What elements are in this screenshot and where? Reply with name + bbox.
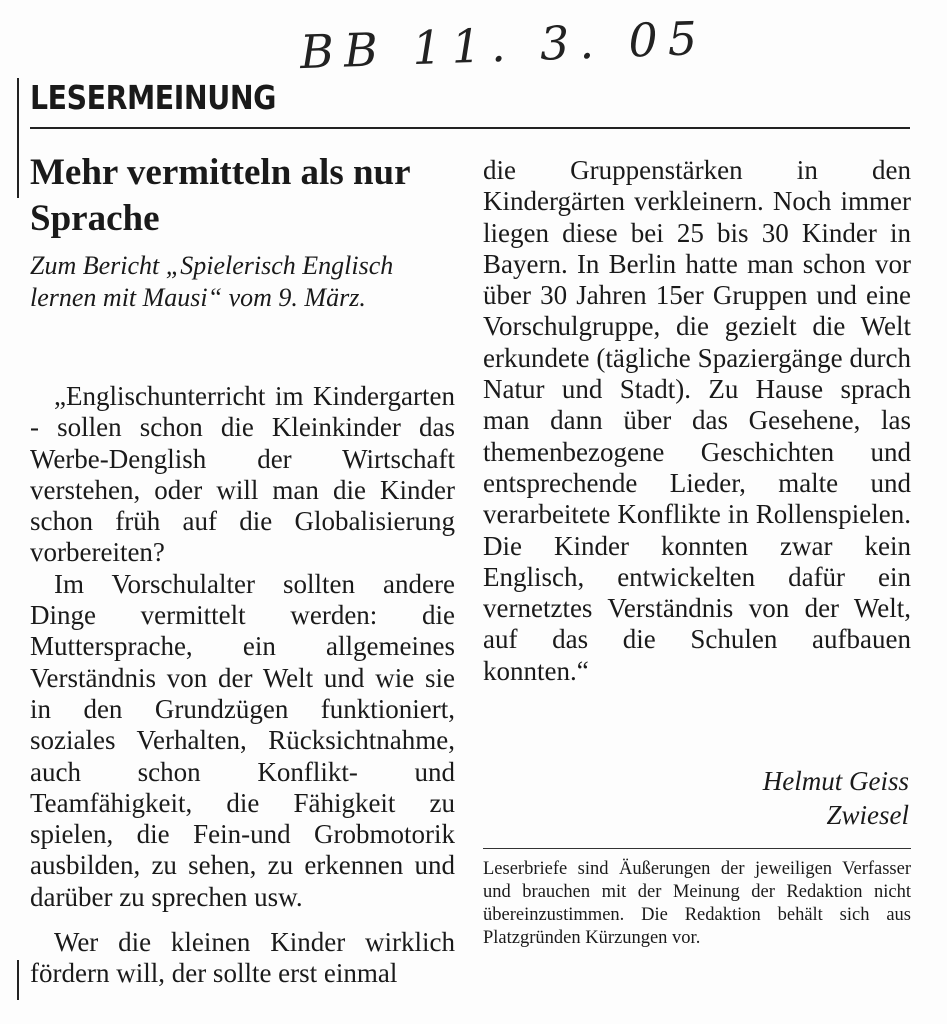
editorial-disclaimer: Leserbriefe sind Äußerungen der jeweiligen Verfasser und brauchen mit der Meinung der Redaktion nicht übereinzustimmen. Die Redaktion behält sich aus Platzgründen Kürzungen vor. (483, 859, 911, 948)
left-margin-rule (17, 78, 19, 198)
article-subhead: Zum Bericht „Spielerisch Englisch lernen mit Mausi“ vom 9. März. (30, 251, 394, 312)
article-column-left (30, 381, 455, 990)
paragraph: Im Vorschulalter sollten andere Dinge vermittelt werden: die Muttersprache, ein allgemeines Verständnis von der Welt und wie sie in den Grundzügen funktioniert, soziales Verhalten, Rücksichtnahme, auch schon Konflikt- und Teamfähigkeit, die Fähigkeit zu spielen, die Fein-und Grobmotorik ausbilden, zu sehen, zu erkennen und darüber zu sprechen usw. (30, 568, 455, 912)
section-divider (30, 127, 910, 129)
article-column-right (483, 155, 911, 687)
author-name: Helmut Geiss (762, 766, 909, 796)
paragraph: „Englischunterricht im Kindergarten - sollen schon die Kleinkinder das Werbe-Denglish der Wirtschaft verstehen, oder will man die Kinder schon früh auf die Globalisierung vorbereiten? (30, 381, 455, 568)
paragraph: Wer die kleinen Kinder wirklich fördern will, der sollte erst einmal (30, 927, 455, 989)
author-place: Zwiesel (826, 800, 909, 830)
disclaimer-divider (483, 848, 911, 849)
handwritten-date-note: BB 11. 3. 05 (299, 10, 708, 80)
article-headline: Mehr vermitteln als nur Sprache (30, 152, 410, 239)
paragraph: die Gruppenstärken in den Kindergärten verkleinern. Noch immer liegen diese bei 25 bis 30 Kinder in Bayern. In Berlin hatte man schon vor über 30 Jahren 15er Gruppen und eine Vorschulgruppe, die gezielt die Welt erkundete (tägliche Spaziergänge durch Natur und Stadt). Zu Hause sprach man dann über das Gesehene, las themenbezogene Geschichten und entsprechende Lieder, malte und verarbeitete Konflikte in Rollenspielen. Die Kinder konnten zwar kein Englisch, entwickelten dafür ein vernetztes Verständnis von der Welt, auf das die Schulen aufbauen konnten.“ (483, 155, 911, 686)
section-label: LESERMEINUNG (30, 78, 277, 117)
left-margin-rule-bottom (17, 960, 19, 1000)
